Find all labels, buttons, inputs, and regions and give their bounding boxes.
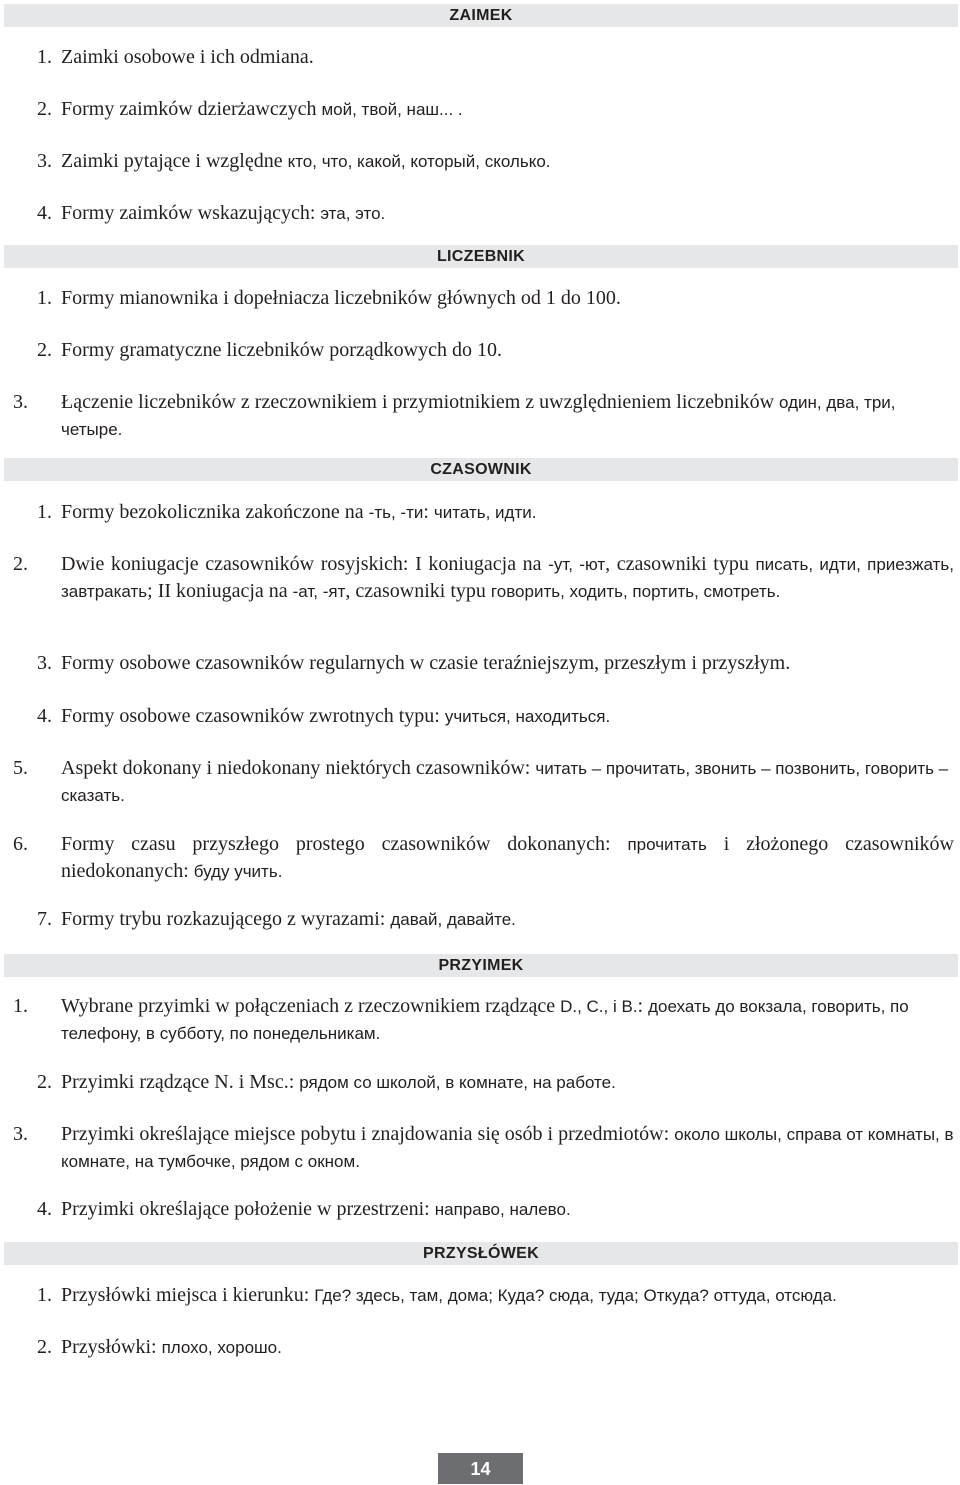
item-number: 4.: [37, 1198, 52, 1220]
russian-example: кто, что, какой, который, сколько.: [287, 152, 551, 171]
russian-example: мой, твой, наш... .: [321, 100, 463, 119]
section-header-czasownik: CZASOWNIK: [4, 458, 958, 481]
russian-example: Где? здесь, там, дома; Куда? сюда, туда; Откуда? оттуда, отсюда.: [314, 1286, 837, 1305]
list-item: [37, 1196, 954, 1223]
item-number: 2.: [37, 98, 52, 120]
item-text: Formy mianownika i dopełniacza liczebników głównych od 1 do 100.: [61, 287, 621, 309]
item-number: 1.: [37, 287, 52, 309]
item-number: 1.: [37, 1284, 52, 1306]
russian-example: -ть, -ти: [368, 503, 424, 522]
list-item: [13, 389, 954, 443]
russian-example: буду учить.: [193, 862, 283, 881]
item-number: 2.: [37, 339, 52, 361]
item-number: 3.: [37, 150, 52, 172]
section-header-przyimek: PRZYIMEK: [4, 954, 958, 977]
item-text: Formy zaimków wskazujących:: [61, 202, 321, 224]
russian-example: рядом со школой, в комнате, на работе.: [299, 1073, 616, 1092]
item-text: Formy osobowe czasowników regularnych w czasie teraźniejszym, przeszłym i przyszłym.: [61, 652, 791, 674]
list-item: [37, 285, 954, 311]
item-text: Przyimki określające położenie w przestrzeni:: [61, 1198, 435, 1220]
list-item: [37, 1334, 954, 1361]
list-item: [37, 200, 954, 227]
section-header-przyslowek: PRZYSŁÓWEK: [4, 1242, 958, 1265]
list-item: [37, 906, 954, 933]
list-item: [37, 96, 954, 123]
list-item: [13, 831, 954, 885]
russian-example: -ут, -ют: [548, 555, 606, 574]
list-item: [13, 993, 954, 1047]
list-item: [37, 1282, 954, 1309]
russian-example: эта, это.: [320, 204, 386, 223]
item-number: 4.: [37, 202, 52, 224]
list-item: [13, 755, 954, 809]
item-number: 1.: [37, 501, 52, 523]
item-text: Formy gramatyczne liczebników porządkowych do 10.: [61, 339, 502, 361]
russian-example: около школы, справа от комнаты, в комнате, на тумбочке, рядом с окном.: [61, 1125, 954, 1171]
russian-example: читать, идти.: [433, 503, 537, 522]
item-number: 2.: [13, 553, 28, 575]
list-item: [37, 148, 954, 175]
list-item: [37, 44, 954, 70]
item-text: , czasowniki typu: [345, 580, 491, 602]
item-number: 1.: [37, 46, 52, 68]
item-text: Formy czasu przyszłego prostego czasowników dokonanych:: [61, 833, 628, 855]
item-text: Zaimki pytające i względne: [61, 150, 288, 172]
item-text: , czasowniki typu: [605, 553, 756, 575]
item-number: 5.: [13, 757, 28, 779]
item-text: ; II koniugacja na: [147, 580, 293, 602]
russian-example: плохо, хорошо.: [161, 1338, 282, 1357]
russian-example: писать, идти, приезжать, завтракать: [61, 555, 954, 601]
item-number: 2.: [37, 1071, 52, 1093]
list-item: [13, 551, 954, 605]
item-number: 3.: [13, 391, 28, 413]
item-text: :: [423, 501, 434, 523]
russian-example: давай, давайте.: [390, 910, 516, 929]
russian-example: говорить, ходить, портить, смотреть.: [490, 582, 781, 601]
item-text: Formy zaimków dzierżawczych: [61, 98, 322, 120]
item-text: Formy osobowe czasowników zwrotnych typu:: [61, 705, 445, 727]
item-text: :: [637, 995, 649, 1017]
russian-example: прочитать: [627, 835, 707, 854]
item-number: 6.: [13, 833, 28, 855]
item-number: 1.: [13, 995, 28, 1017]
case-abbreviations: D., C., i B.: [560, 997, 638, 1016]
list-item: [37, 1069, 954, 1096]
list-item: [37, 703, 954, 730]
item-text: Dwie koniugacje czasowników rosyjskich: I koniugacja na: [61, 553, 549, 575]
list-item: [37, 650, 954, 676]
page-number: 14: [438, 1453, 523, 1484]
section-header-zaimek: ZAIMEK: [4, 4, 958, 27]
item-number: 4.: [37, 705, 52, 727]
item-number: 2.: [37, 1336, 52, 1358]
list-item: [37, 337, 954, 363]
russian-example: читать – прочитать, звонить – позвонить, говорить – сказать.: [61, 759, 949, 805]
item-text: Formy trybu rozkazującego z wyrazami:: [61, 908, 391, 930]
item-text: Aspekt dokonany i niedokonany niektórych czasowników:: [61, 757, 536, 779]
item-text: Wybrane przyimki w połączeniach z rzeczownikiem rządzące: [61, 995, 561, 1017]
item-text: Przyimki określające miejsce pobytu i znajdowania się osób i przedmiotów:: [61, 1123, 675, 1145]
russian-example: -ат, -ят: [292, 582, 346, 601]
list-item: [13, 1121, 954, 1175]
russian-example: доехать до вокзала, говорить, по телефону, в субботу, по понедельникам.: [61, 997, 909, 1043]
section-header-liczebnik: LICZEBNIK: [4, 245, 958, 268]
russian-example: учиться, находиться.: [444, 707, 611, 726]
russian-example: направо, налево.: [434, 1200, 571, 1219]
item-text: Zaimki osobowe i ich odmiana.: [61, 46, 314, 68]
item-text: Przyimki rządzące N. i Msc.:: [61, 1071, 300, 1093]
item-text: i złożonego czasowników niedokonanych:: [61, 833, 954, 882]
item-text: Przysłówki miejsca i kierunku:: [61, 1284, 315, 1306]
list-item: [37, 499, 954, 526]
item-text: Formy bezokolicznika zakończone na: [61, 501, 369, 523]
item-number: 7.: [37, 908, 52, 930]
russian-example: один, два, три, четыре.: [61, 393, 896, 439]
item-number: 3.: [13, 1123, 28, 1145]
item-text: Łączenie liczebników z rzeczownikiem i przymiotnikiem z uwzględnieniem liczebników: [61, 391, 780, 413]
item-text: Przysłówki:: [61, 1336, 162, 1358]
item-number: 3.: [37, 652, 52, 674]
